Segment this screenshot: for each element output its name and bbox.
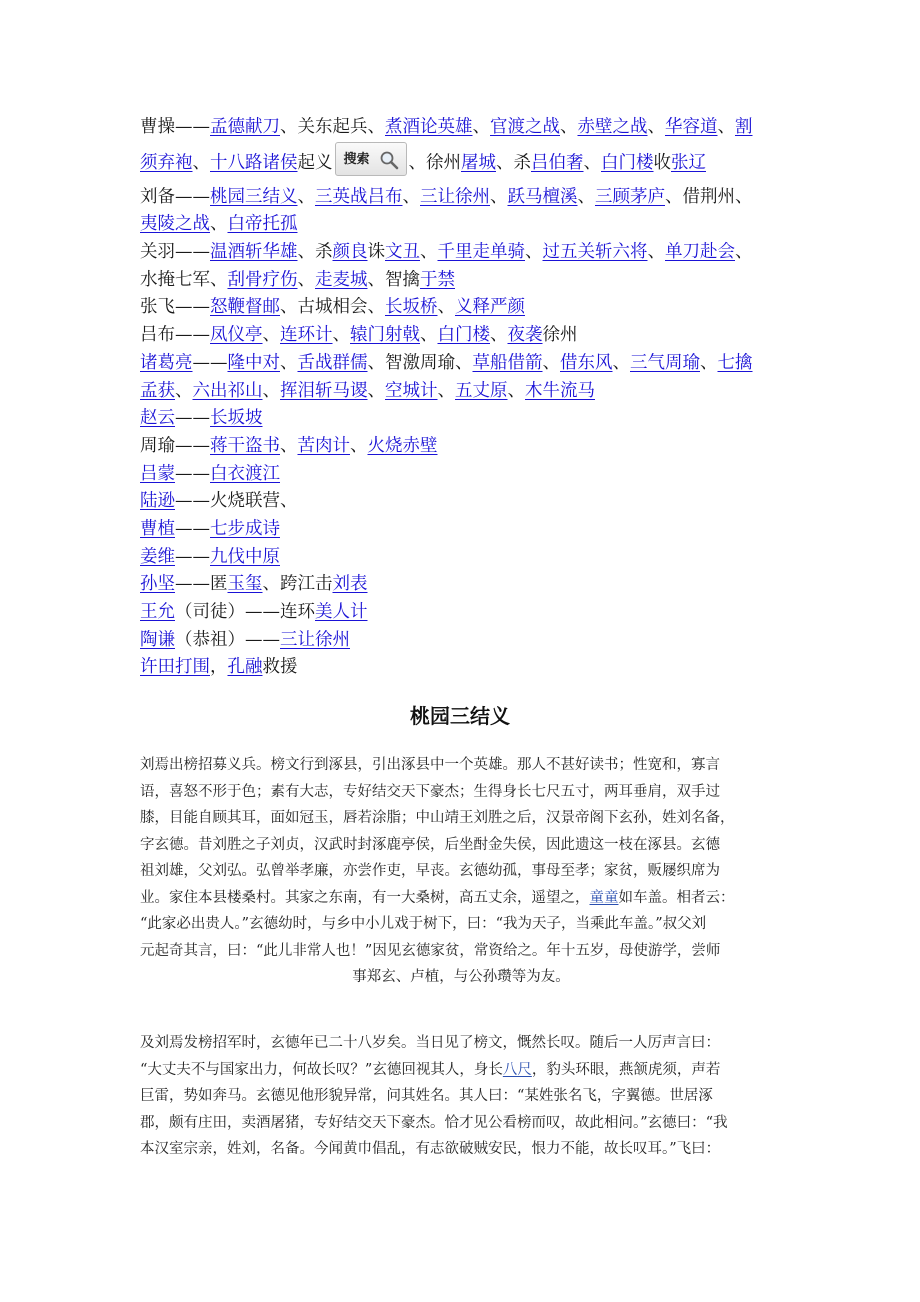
text: 、 <box>262 325 280 346</box>
text: 如车盖。相者云： <box>618 889 735 906</box>
link[interactable]: 于禁 <box>420 269 455 290</box>
text: 周瑜—— <box>140 435 210 456</box>
index-line-zhaoyun <box>140 405 785 433</box>
text: 、 <box>402 186 420 207</box>
text: 、 <box>332 325 350 346</box>
link[interactable]: 煮酒论英雄 <box>385 117 473 137</box>
link[interactable]: 火烧赤壁 <box>367 435 438 456</box>
link[interactable]: 苦肉计 <box>297 435 350 456</box>
text: 、 <box>560 117 578 137</box>
text: 、 <box>280 435 298 456</box>
link[interactable]: 借东风 <box>560 352 613 373</box>
text: 张飞—— <box>140 297 210 318</box>
text: 、 <box>437 297 455 318</box>
link[interactable]: 十八路诸侯 <box>210 152 298 173</box>
text: —— <box>192 352 228 373</box>
paragraph-line: 本汉室宗亲，姓刘，名备。今闻黄巾倡乱，有志欲破贼安民，恨力不能，故长叹耳。”飞曰： <box>140 1141 721 1157</box>
link[interactable]: 屠城 <box>461 152 496 173</box>
paragraph-line: “此家必出贵人。”玄德幼时，与乡中小儿戏于树下，曰：“我为天子，当乘此车盖。”叔父刘 <box>140 916 707 932</box>
text: 、 <box>700 352 718 373</box>
paragraph-line: 字玄德。昔刘胜之子刘贞，汉武时封涿鹿亭侯，后坐酎金失侯，因此遗这一枝在涿县。玄德 <box>140 836 720 853</box>
link[interactable]: 颜良 <box>332 242 368 263</box>
search-button[interactable] <box>335 142 407 176</box>
index-line-sunjian <box>140 571 785 599</box>
index-line-zhouyu <box>140 433 785 461</box>
link[interactable]: 三气周瑜 <box>630 352 700 373</box>
link[interactable]: 白门楼 <box>601 152 654 173</box>
text: 、 <box>583 152 601 173</box>
link[interactable]: 挥泪斩马谡 <box>280 380 368 401</box>
link[interactable]: 长坂坡 <box>210 408 263 429</box>
link[interactable]: 蒋干盗书 <box>210 435 280 456</box>
text: 、 <box>262 380 280 401</box>
index-line-zhugeliang-cont <box>140 378 785 406</box>
text: 、智擒 <box>367 269 420 290</box>
index-line-zhugeliang <box>140 350 785 378</box>
text: 、 <box>350 435 368 456</box>
index-line-caocao <box>140 114 785 142</box>
link[interactable]: 怒鞭督邮 <box>210 297 280 318</box>
link-tongtong[interactable]: 童童 <box>589 889 619 906</box>
index-line-wangyun <box>140 599 785 627</box>
text: 、 <box>297 186 315 207</box>
link[interactable]: 连环计 <box>280 325 333 346</box>
paragraph-line: 事郑玄、卢植，与公孙瓒等为友。 <box>352 969 570 985</box>
text: —— <box>175 518 210 539</box>
text: （恭祖）—— <box>175 629 280 650</box>
text: 、 <box>297 269 315 290</box>
text: 、 <box>647 242 665 263</box>
link[interactable]: 美人计 <box>315 602 368 622</box>
paragraph-line: 刘焉出榜招募义兵。榜文行到涿县，引出涿县中一个英雄。那人不甚好读书；性宽和，寡言 <box>140 757 720 773</box>
text: 曹操—— <box>140 117 210 137</box>
paragraph-line: 郡，颇有庄田，卖酒屠猪，专好结交天下豪杰。恰才见公看榜而叹，故此相问。”玄德曰：“我 <box>140 1114 728 1131</box>
link[interactable]: 三让徐州 <box>280 629 350 650</box>
text: 、 <box>735 242 753 263</box>
link[interactable]: 空城计 <box>385 380 438 401</box>
link[interactable]: 木牛流马 <box>525 380 595 401</box>
link[interactable]: 桃园三结义 <box>210 186 298 207</box>
link[interactable]: 文丑 <box>385 242 420 263</box>
article-paragraph-1 <box>140 752 782 991</box>
text: 、 <box>647 117 665 137</box>
link[interactable]: 过五关斩六将 <box>542 242 648 263</box>
text: 、古城相会、 <box>280 297 385 318</box>
link-bachi[interactable]: 八尺 <box>502 1061 532 1078</box>
link[interactable]: 五丈原 <box>455 380 508 401</box>
text: —— <box>175 408 210 429</box>
index-line-xutian <box>140 654 785 682</box>
text: 、 <box>490 186 508 207</box>
link[interactable]: 舌战群儒 <box>297 352 368 373</box>
link[interactable]: 义释严颜 <box>455 297 525 318</box>
paragraph-line: 及刘焉发榜招军时，玄德年已二十八岁矣。当日见了榜文，慨然长叹。随后一人厉声言曰： <box>140 1035 720 1051</box>
text: 、 <box>472 117 490 137</box>
text: 、借荆州、 <box>665 186 753 207</box>
text: 诛 <box>367 242 385 263</box>
link[interactable]: 七步成诗 <box>210 518 280 539</box>
link[interactable]: 刮骨疗伤 <box>227 269 298 290</box>
paragraph-line: 祖刘雄，父刘弘。弘曾举孝廉，亦尝作吏，早丧。玄德幼孤，事母至孝；家贫，贩屦织席为 <box>140 863 720 879</box>
text: 关羽—— <box>140 242 210 263</box>
index-line-liubei-cont <box>140 211 785 239</box>
text: 、 <box>612 352 630 373</box>
text: 、 <box>280 352 298 373</box>
link[interactable]: 赤壁之战 <box>577 117 648 137</box>
text: 水掩七军、 <box>140 269 228 290</box>
search-icon <box>379 150 399 170</box>
text: 吕布—— <box>140 325 210 346</box>
index-line-luxun <box>140 488 785 516</box>
link[interactable]: 三英战吕布 <box>315 186 403 207</box>
text: 、杀 <box>496 152 531 173</box>
text: 刘备—— <box>140 186 210 207</box>
index-line-liubei <box>140 184 785 212</box>
index-line-lvbu <box>140 322 785 350</box>
text: ——匿 <box>175 574 228 595</box>
text: 、 <box>192 152 210 173</box>
text: 、 <box>437 380 455 401</box>
paragraph-line: 巨雷，势如奔马。玄德见他形貌异常，问其姓名。其人曰：“某姓张名飞，字翼德。世居涿 <box>140 1088 713 1104</box>
index-line-guanyu <box>140 239 785 267</box>
index-line-zhangfei <box>140 294 785 322</box>
link[interactable]: 三让徐州 <box>420 186 490 207</box>
paragraph-line: 膝，目能自顾其耳，面如冠玉，唇若涂脂；中山靖王刘胜之后，汉景帝阁下玄孙，姓刘名备， <box>140 810 735 826</box>
text: ， <box>210 657 228 678</box>
article-title: 桃园三结义 <box>410 704 510 728</box>
text: 、智激周瑜、 <box>367 352 473 373</box>
link[interactable]: 陶谦 <box>140 629 175 650</box>
link[interactable]: 夜袭 <box>507 325 543 346</box>
link[interactable]: 割 <box>735 117 753 137</box>
paragraph-line <box>140 1057 782 1084</box>
text: 、 <box>420 242 438 263</box>
index-line-jiangwei <box>140 544 785 572</box>
link[interactable]: 走麦城 <box>315 269 368 290</box>
text: ，豹头环眼，燕颔虎须，声若 <box>531 1061 721 1078</box>
link[interactable]: 三顾茅庐 <box>595 186 665 207</box>
link[interactable]: 夷陵之战 <box>140 214 210 235</box>
text: 、 <box>717 117 735 137</box>
link[interactable]: 王允 <box>140 602 175 622</box>
link[interactable]: 曹植 <box>140 518 175 539</box>
link[interactable]: 草船借箭 <box>472 352 543 373</box>
text: 、徐州 <box>408 152 461 173</box>
paragraph-line: 元起奇其言，曰：“此儿非常人也！”因见玄德家贫，常资给之。年十五岁，母使游学，尝师 <box>140 942 721 959</box>
index-line-caocao-cont <box>140 142 785 184</box>
link[interactable]: 陆逊 <box>140 491 175 512</box>
link[interactable]: 孔融 <box>227 657 263 678</box>
index-line-taoqian <box>140 627 785 655</box>
link[interactable]: 六出祁山 <box>192 380 263 401</box>
link[interactable]: 跃马檀溪 <box>507 186 578 207</box>
text: 、 <box>525 242 543 263</box>
text: 、 <box>490 325 508 346</box>
text: 收 <box>653 152 671 173</box>
link[interactable]: 玉玺 <box>227 574 263 595</box>
link[interactable]: 许田打围 <box>140 657 210 678</box>
text: 、 <box>420 325 438 346</box>
text: “大丈夫不与国家出力，何故长叹？”玄德回视其人，身长 <box>140 1061 503 1078</box>
link[interactable]: 辕门射戟 <box>350 325 420 346</box>
link[interactable]: 孙坚 <box>140 574 175 595</box>
text: 、 <box>367 380 385 401</box>
link[interactable]: 张辽 <box>671 152 706 173</box>
paragraph-line: 语，喜怒不形于色；素有大志，专好结交天下豪杰；生得身长七尺五寸，两耳垂肩，双手过 <box>140 783 720 800</box>
text: 、 <box>175 380 193 401</box>
link[interactable]: 千里走单骑 <box>437 242 525 263</box>
text: ——火烧联营、 <box>175 491 298 512</box>
text: 、跨江击 <box>262 574 333 595</box>
link[interactable]: 官渡之战 <box>490 117 560 137</box>
paragraph-line <box>140 885 782 912</box>
text: —— <box>175 463 210 484</box>
link[interactable]: 隆中对 <box>227 352 280 373</box>
index-line-caozhi <box>140 516 785 544</box>
index-line-lvmeng <box>140 461 785 489</box>
text: 救援 <box>262 657 298 678</box>
text: 、 <box>507 380 525 401</box>
text: 、关东起兵、 <box>280 117 385 137</box>
text: —— <box>175 546 210 567</box>
link[interactable]: 姜维 <box>140 546 175 567</box>
link[interactable]: 吕伯奢 <box>531 152 584 173</box>
text: 、 <box>577 186 595 207</box>
link[interactable]: 华容道 <box>665 117 718 137</box>
link[interactable]: 刘表 <box>332 574 368 595</box>
link[interactable]: 白衣渡江 <box>210 463 280 484</box>
link[interactable]: 长坂桥 <box>385 297 438 318</box>
link[interactable]: 凤仪亭 <box>210 325 263 346</box>
article-paragraph-2 <box>140 1030 782 1163</box>
text: （司徒）——连环 <box>175 602 315 622</box>
character-index <box>140 114 785 682</box>
link[interactable]: 单刀赴会 <box>665 242 735 263</box>
link[interactable]: 白门楼 <box>437 325 490 346</box>
text: 徐州 <box>542 325 578 346</box>
index-line-guanyu-cont <box>140 267 785 295</box>
link[interactable]: 须弃袍 <box>140 152 193 173</box>
link[interactable]: 赵云 <box>140 408 175 429</box>
text: 、 <box>210 214 228 235</box>
link[interactable]: 九伐中原 <box>210 546 280 567</box>
link[interactable]: 温酒斩华雄 <box>210 242 298 263</box>
text: 业。家住本县楼桑村。其家之东南，有一大桑树，高五丈余，遥望之， <box>140 889 590 906</box>
text: 起义 <box>297 152 333 173</box>
link[interactable]: 七擒 <box>717 352 753 373</box>
link[interactable]: 诸葛亮 <box>140 352 193 373</box>
link[interactable]: 孟德献刀 <box>210 117 280 137</box>
search-button-label: 搜索 <box>343 152 370 168</box>
link[interactable]: 白帝托孤 <box>227 214 298 235</box>
link[interactable]: 吕蒙 <box>140 463 175 484</box>
text: 、杀 <box>297 242 333 263</box>
text: 、 <box>542 352 560 373</box>
link[interactable]: 孟获 <box>140 380 175 401</box>
